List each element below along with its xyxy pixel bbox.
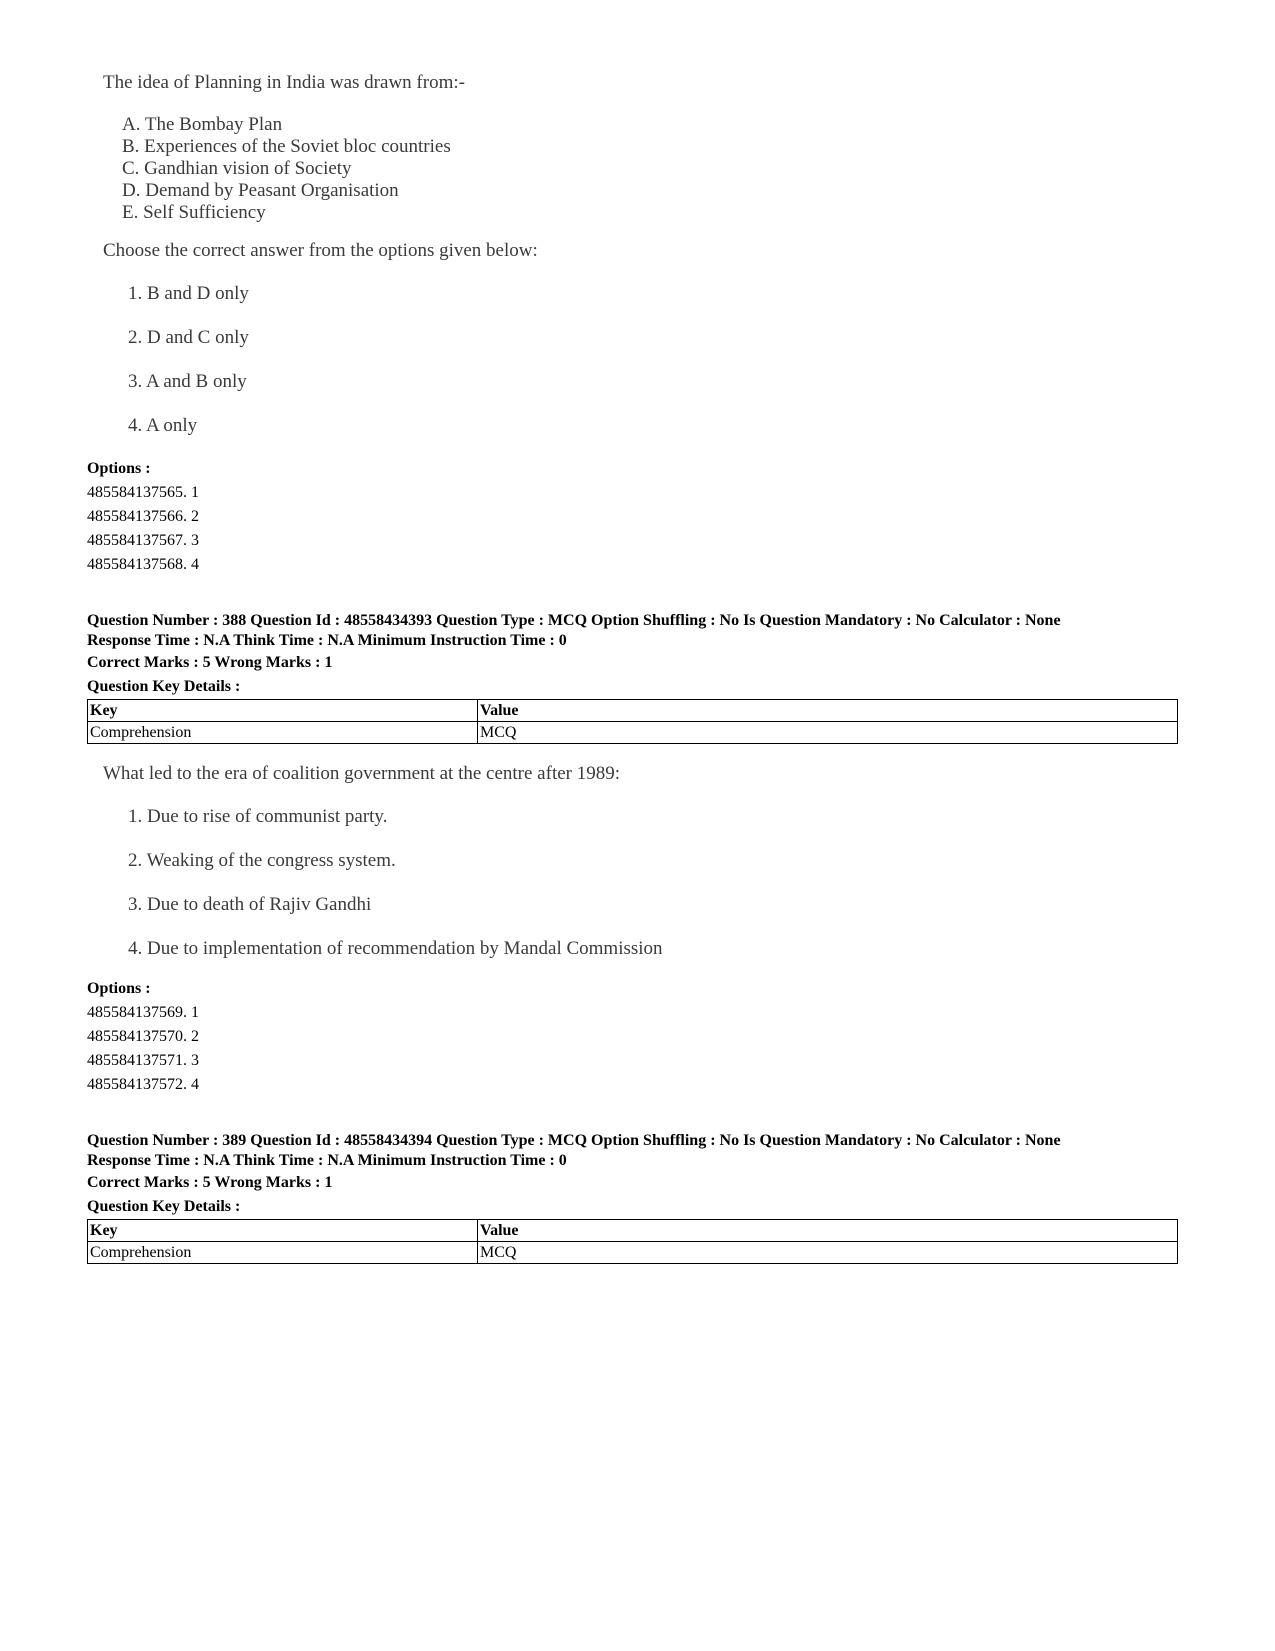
q387-choice-1: 1. B and D only xyxy=(128,283,249,304)
q388-options-label: Options : xyxy=(87,980,151,997)
option-item: 485584137572. 4 xyxy=(87,1076,199,1093)
statement-e: E. Self Sufficiency xyxy=(122,202,266,223)
option-item: 485584137571. 3 xyxy=(87,1052,199,1069)
q387-prompt: The idea of Planning in India was drawn from:- xyxy=(103,72,465,93)
option-item: 485584137570. 2 xyxy=(87,1028,199,1045)
statement-d: D. Demand by Peasant Organisation xyxy=(122,180,399,201)
q389-key-details-label: Question Key Details : xyxy=(87,1198,241,1215)
statement-a: A. The Bombay Plan xyxy=(122,114,283,135)
q387-choice-3: 3. A and B only xyxy=(128,371,247,392)
value-header: Value xyxy=(478,1220,1178,1242)
q388-choice-1: 1. Due to rise of communist party. xyxy=(128,806,388,827)
q387-options-label: Options : xyxy=(87,460,151,477)
q388-marks: Correct Marks : 5 Wrong Marks : 1 xyxy=(87,654,333,671)
key-header: Key xyxy=(88,1220,478,1242)
statement-b: B. Experiences of the Soviet bloc countries xyxy=(122,136,451,157)
q388-prompt: What led to the era of coalition government at the centre after 1989: xyxy=(103,763,621,784)
table-row xyxy=(88,722,1178,744)
q388-header-line1: Question Number : 388 Question Id : 48558434393 Question Type : MCQ Option Shuffling : No Is Question Mandatory : No Calculator : None xyxy=(87,612,1061,629)
q389-header-line1: Question Number : 389 Question Id : 48558434394 Question Type : MCQ Option Shuffling : No Is Question Mandatory : No Calculator : None xyxy=(87,1132,1061,1149)
table-row xyxy=(88,1242,1178,1264)
q388-key-table xyxy=(87,699,1178,744)
q387-choice-4: 4. A only xyxy=(128,415,198,436)
q387-statement-list xyxy=(122,114,451,224)
table-header-row xyxy=(88,1220,1178,1242)
option-item: 485584137566. 2 xyxy=(87,508,199,525)
q387-choice-2: 2. D and C only xyxy=(128,327,249,348)
q389-marks: Correct Marks : 5 Wrong Marks : 1 xyxy=(87,1174,333,1191)
option-item: 485584137569. 1 xyxy=(87,1004,199,1021)
option-item: 485584137567. 3 xyxy=(87,532,199,549)
q388-options-list xyxy=(87,1003,199,1095)
key-header: Key xyxy=(88,700,478,722)
q389-key-table xyxy=(87,1219,1178,1264)
q387-instruction: Choose the correct answer from the options given below: xyxy=(103,240,538,261)
q388-key-details-label: Question Key Details : xyxy=(87,678,241,695)
key-cell: Comprehension xyxy=(88,722,478,744)
q388-header-line2: Response Time : N.A Think Time : N.A Minimum Instruction Time : 0 xyxy=(87,632,567,649)
key-cell: Comprehension xyxy=(88,1242,478,1264)
statement-c: C. Gandhian vision of Society xyxy=(122,158,352,179)
value-cell: MCQ xyxy=(478,1242,1178,1264)
q388-choice-3: 3. Due to death of Rajiv Gandhi xyxy=(128,894,372,915)
value-cell: MCQ xyxy=(478,722,1178,744)
q389-header-line2: Response Time : N.A Think Time : N.A Minimum Instruction Time : 0 xyxy=(87,1152,567,1169)
q388-choice-2: 2. Weaking of the congress system. xyxy=(128,850,396,871)
q388-choice-4: 4. Due to implementation of recommendation by Mandal Commission xyxy=(128,938,663,959)
option-item: 485584137568. 4 xyxy=(87,556,199,573)
value-header: Value xyxy=(478,700,1178,722)
table-header-row xyxy=(88,700,1178,722)
q387-options-list xyxy=(87,483,199,575)
option-item: 485584137565. 1 xyxy=(87,484,199,501)
